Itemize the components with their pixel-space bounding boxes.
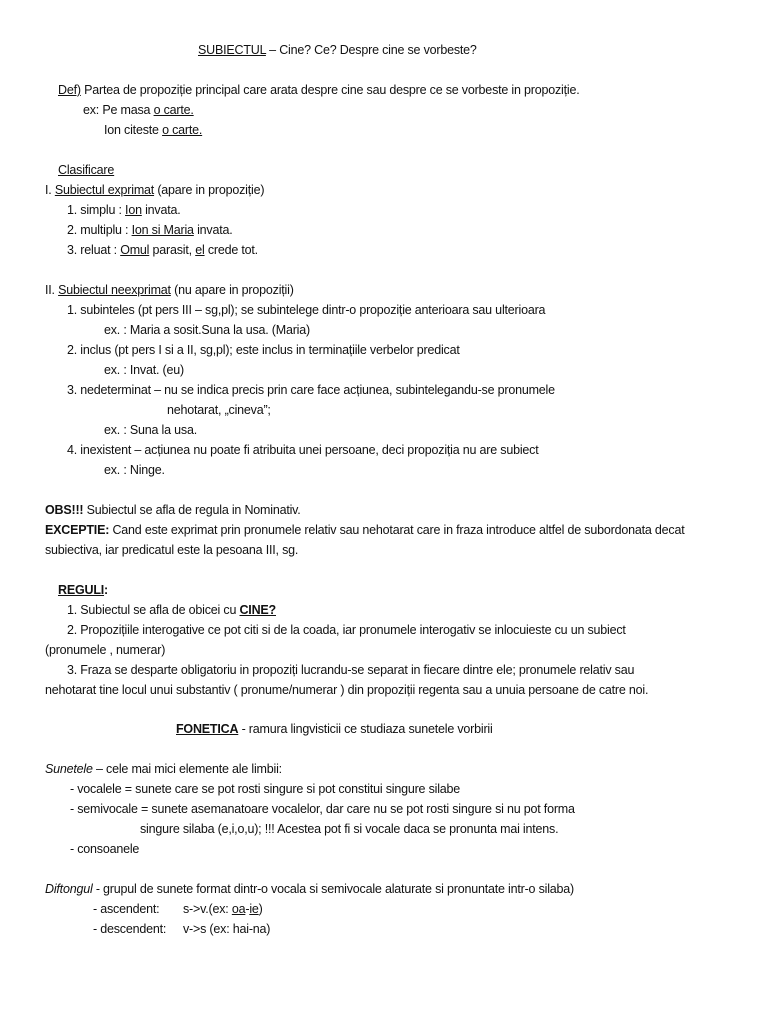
section-2-item-4: 4. inexistent – acțiunea nu poate fi atribuita unei persoane, deci propoziția nu are subiect [67,443,539,457]
descendent-value: v->s (ex: hai-na) [183,922,271,936]
ascendent-dash: - [245,902,250,916]
definition-line [58,82,580,98]
section-2-item-3-continuation: nehotarat, „cineva”; [167,403,271,417]
section-2-item-2: 2. inclus (pt pers I si a II, sg,pl); este inclus in terminațiile verbelor predicat [67,343,460,357]
obs-label: OBS!!! [45,503,84,517]
regula-2-line-1: 2. Propozițiile interogative ce pot citi si de la coada, iar pronumele interogativ se inlocuieste cu un subiect [67,623,626,637]
ascendent-example-2: ie [249,902,259,916]
ascendent-value [183,901,263,917]
section-2-note: (nu apare in propoziții) [170,283,294,297]
obs-text: Subiectul se afla de regula in Nominativ. [83,503,301,517]
ascendent-rule: s->v.(ex: [183,902,232,916]
fonetica-title: FONETICA [176,722,239,736]
item-subject: Omul [120,243,150,257]
reguli-heading [58,582,108,598]
diftongul-definition: - grupul de sunete format dintr-o vocala si semivocale alaturate si pronuntate intr-o silaba) [92,882,574,896]
ascendent-close: ) [258,902,263,916]
semivocale-continuation: singure silaba (e,i,o,u); !!! Acestea pot fi si vocale daca se pronunta mai intens. [140,822,559,836]
example-2-subject: o carte. [162,123,203,137]
section-1-item-1 [67,202,181,218]
item-subject: Ion [125,203,142,217]
section-2-title: Subiectul neexprimat [58,283,171,297]
descendent-label: - descendent: [93,922,167,936]
fonetica-definition: - ramura lingvisticii ce studiaza sunetele vorbirii [238,722,493,736]
obs-line [45,502,301,518]
section-1-number: I. [45,183,55,197]
def-text: Partea de propoziție principal care arata despre cine sau despre ce se vorbeste in propoziție. [80,83,580,97]
item-label: 3. reluat : [67,243,121,257]
item-rest: invata. [141,203,181,217]
example-2 [104,122,202,138]
subiectul-heading [198,42,477,58]
section-2-heading [45,282,294,298]
def-label: Def) [58,83,81,97]
regula-1-question: CINE? [239,603,276,617]
example-1 [83,102,194,118]
exceptie-line-2: subiectiva, iar predicatul este la pesoana III, sg. [45,543,299,557]
regula-1 [67,602,276,618]
diftongul-term: Diftongul [45,882,93,896]
subiectul-questions: – Cine? Ce? Despre cine se vorbeste? [265,43,477,57]
sunetele-line [45,761,282,777]
ascendent-example-1: oa [231,902,246,916]
semivocale-line: - semivocale = sunete asemanatoare vocalelor, dar care nu se pot rosti singure si nu pot forma [70,802,575,816]
regula-2-line-2: (pronumele , numerar) [45,643,166,657]
item-subject-2: el [195,243,205,257]
sunetele-term: Sunetele [45,762,93,776]
ascendent-label: - ascendent: [93,902,160,916]
item-subject: Ion si Maria [131,223,194,237]
section-1-heading [45,182,264,198]
item-label: 2. multiplu : [67,223,132,237]
section-2-item-3-example: ex. : Suna la usa. [104,423,197,437]
section-2-item-1: 1. subinteles (pt pers III – sg,pl); se subintelege dintr-o propoziție anterioara sau ulterioara [67,303,546,317]
clasificare-heading: Clasificare [58,163,115,177]
item-label: 1. simplu : [67,203,126,217]
section-1-title: Subiectul exprimat [54,183,155,197]
section-2-number: II. [45,283,59,297]
regula-1-text: 1. Subiectul se afla de obicei cu [67,603,240,617]
subiectul-title: SUBIECTUL [198,43,266,57]
section-2-item-1-example: ex. : Maria a sosit.Suna la usa. (Maria) [104,323,310,337]
reguli-title: REGULI [58,583,105,597]
consoanele-line: - consoanele [70,842,140,856]
section-2-item-2-example: ex. : Invat. (eu) [104,363,184,377]
example-2-text: Ion citeste [104,123,163,137]
example-1-subject: o carte. [153,103,194,117]
section-1-note: (apare in propoziție) [154,183,265,197]
regula-3-line-2: nehotarat tine locul unui substantiv ( pronume/numerar ) din propoziții regenta sau a unuia persoane de catre noi. [45,683,649,697]
exceptie-line-1 [45,522,684,538]
item-mid: parasit, [149,243,196,257]
reguli-colon: : [104,583,108,597]
regula-3-line-1: 3. Fraza se desparte obligatoriu in propoziți lucrandu-se separat in fiecare dintre ele; pronumele relativ sau [67,663,635,677]
item-rest: invata. [193,223,233,237]
exceptie-label: EXCEPTIE: [45,523,110,537]
section-1-item-3 [67,242,258,258]
fonetica-heading [176,721,493,737]
sunetele-definition: – cele mai mici elemente ale limbii: [92,762,282,776]
section-2-item-4-example: ex. : Ninge. [104,463,165,477]
section-1-item-2 [67,222,233,238]
example-1-text: ex: Pe masa [83,103,154,117]
diftongul-line [45,881,574,897]
exceptie-text: Cand este exprimat prin pronumele relativ sau nehotarat care in fraza introduce altfel de subordonata decat [109,523,685,537]
vocalele-line: - vocalele = sunete care se pot rosti singure si pot constitui singure silabe [70,782,461,796]
item-rest: crede tot. [204,243,258,257]
section-2-item-3: 3. nedeterminat – nu se indica precis prin care face acțiunea, subintelegandu-se pronumele [67,383,555,397]
